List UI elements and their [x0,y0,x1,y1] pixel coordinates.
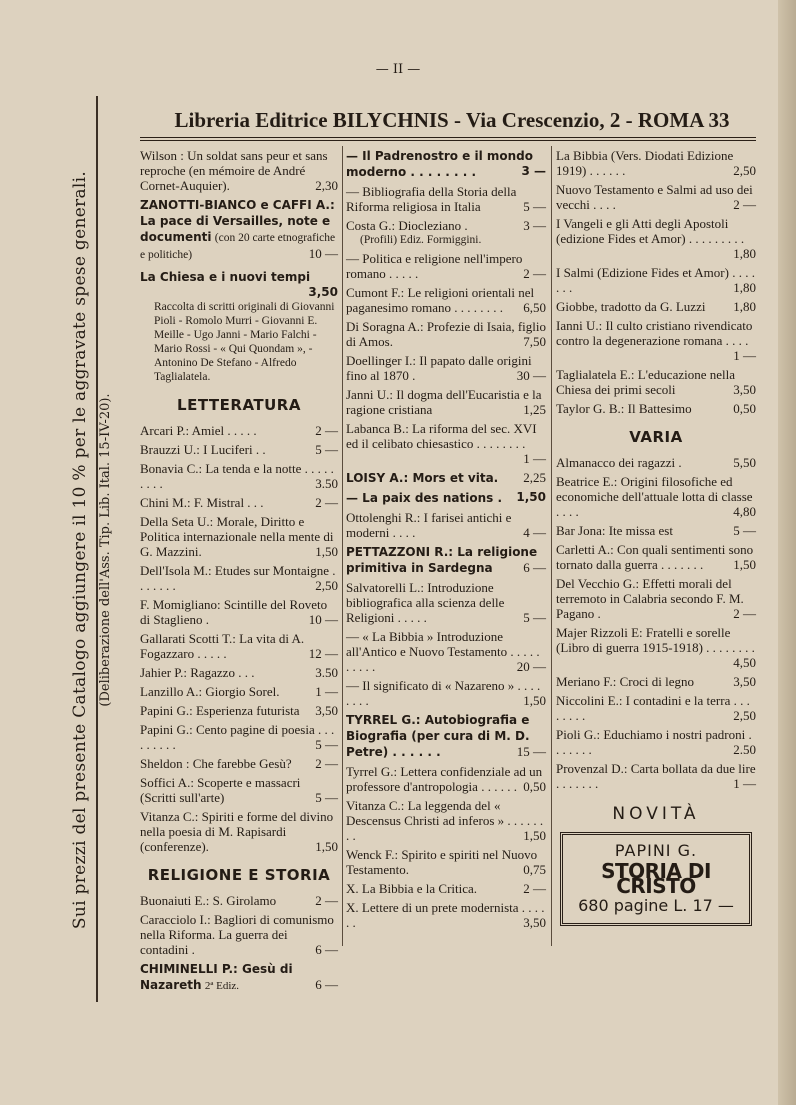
list-item: Lanzillo A.: Giorgio Sorel. 1 — [140,684,338,699]
page-edge [778,0,796,1105]
list-item: Salvatorelli L.: Introduzione bibliografica alla scienza delle Religioni . . . . . 5 — [346,580,546,625]
list-item: Sheldon : Che farebbe Gesù? 2 — [140,756,338,771]
list-item: Ianni U.: Il culto cristiano rivendicato contro la degenerazione romana . . . . 1 — [556,318,756,363]
list-item: Arcari P.: Amiel . . . . . 2 — [140,423,338,438]
side-note [70,96,132,1002]
section-title: VARIA [629,428,683,446]
list-item: X. La Bibbia e la Critica. 2 — [346,881,546,896]
list-item: F. Momigliano: Scintille del Roveto di Staglieno . 10 — [140,597,338,627]
list-item: Almanacco dei ragazzi . 5,50 [556,455,756,470]
list-item: Soffici A.: Scoperte e massacri (Scritti sull'arte) 5 — [140,775,338,805]
list-item: — Il significato di « Nazareno » . . . . . . . . 1,50 [346,678,546,708]
list-item: Majer Rizzoli E: Fratelli e sorelle (Libro di guerra 1915-1918) . . . . . . . . 4,50 [556,625,756,670]
page-header: Libreria Editrice BILYCHNIS - Via Crescenzio, 2 - ROMA 33 [174,108,730,132]
list-item: Vitanza C.: Spiriti e forme del divino nella poesia di M. Rapisardi (conferenze). 1,50 [140,809,338,854]
list-item: Taglialatela E.: L'educazione nella Chiesa dei primi secoli 3,50 [556,367,756,397]
list-item: Dell'Isola M.: Etudes sur Montaigne . . . . . . . 2,50 [140,563,338,593]
page-number: — II — [375,62,421,77]
column-divider [551,146,552,946]
list-item: — Bibliografia della Storia della Riforma religiosa in Italia 5 — [346,184,546,214]
list-item: Cumont F.: Le religioni orientali nel paganesimo romano . . . . . . . . 6,50 [346,285,546,315]
column-2 [346,148,546,934]
list-item: Vitanza C.: La leggenda del « Descensus Christi ad inferos » . . . . . . . . 1,50 [346,798,546,843]
list-item: — La paix des nations . 1,50 [346,490,546,505]
list-item: TYRREL G.: Autobiografia e Biografia (per cura di M. D. Petre) . . . . . . 15 — [346,713,546,759]
list-item: — Politica e religione nell'impero romano . . . . . 2 — [346,251,546,281]
list-item: Janni U.: Il dogma dell'Eucaristia e la ragione cristiana 1,25 [346,387,546,417]
section-title: LETTERATURA [177,396,301,414]
list-item: Giobbe, tradotto da G. Luzzi 1,80 [556,299,756,314]
list-item: I Vangeli e gli Atti degli Apostoli (edizione Fides et Amor) . . . . . . . . . 1,80 [556,216,756,261]
list-item: Tyrrel G.: Lettera confidenziale ad un professore d'antropologia . . . . . . 0,50 [346,764,546,794]
list-item: Papini G.: Esperienza futurista 3,50 [140,703,338,718]
list-item: Caracciolo I.: Bagliori di comunismo nella Riforma. La guerra dei contadini . 6 — [140,912,338,957]
list-item: Brauzzi U.: I Luciferi . . 5 — [140,442,338,457]
ad-author: PAPINI G. [614,841,698,860]
list-item: Meriano F.: Croci di legno 3,50 [556,674,756,689]
list-item: I Salmi (Edizione Fides et Amor) . . . . . . . 1,80 [556,265,756,295]
list-item: X. Lettere di un prete modernista . . . . . . 3,50 [346,900,546,930]
column-1 [140,148,338,998]
header-rule-2 [140,140,756,141]
list-item: Del Vecchio G.: Effetti morali del terremoto in Calabria secondo F. M. Pagano . 2 — [556,576,756,621]
ad-title: STORIA DI CRISTO [601,859,711,898]
novita-heading: NOVITÀ [612,804,700,824]
list-item: Jahier P.: Ragazzo . . . 3.50 [140,665,338,680]
list-item: Bar Jona: Ite missa est 5 — [556,523,756,538]
list-item: Chini M.: F. Mistral . . . 2 — [140,495,338,510]
list-item: Nuovo Testamento e Salmi ad uso dei vecchi . . . . 2 — [556,182,756,212]
list-item: LOISY A.: Mors et vita. 2,25 [346,470,546,485]
section-title: RELIGIONE E STORIA [147,866,331,884]
list-item: Ottolenghi R.: I farisei antichi e moderni . . . . 4 — [346,510,546,540]
column-3 [556,148,756,926]
list-item: Papini G.: Cento pagine di poesia . . . . . . . . . 5 — [140,722,338,752]
list-item: Provenzal D.: Carta bollata da due lire . . . . . . . 1 — [556,761,756,791]
list-item: Beatrice E.: Origini filosofiche ed economiche dell'attuale lotta di classe . . . . 4,80 [556,474,756,519]
ad-price: 680 pagine L. 17 — [578,896,734,915]
list-item: Buonaiuti E.: S. Girolamo 2 — [140,893,338,908]
list-item: — Il Padrenostro e il mondo moderno . . . . . . . . 3 — [346,149,546,179]
list-item: — « La Bibbia » Introduzione all'Antico e Nuovo Testamento . . . . . . . . . . 20 — [346,629,546,674]
list-item: Di Soragna A.: Profezie di Isaia, figlio di Amos. 7,50 [346,319,547,349]
column-divider [342,146,343,946]
list-item: Costa G.: Diocleziano . 3 — (Profili) Ediz. Formiggini. [346,218,546,246]
list-item: La Bibbia (Vers. Diodati Edizione 1919) . . . . . . 2,50 [556,148,756,178]
list-item: La Chiesa e i nuovi tempi 3,50 Raccolta di scritti originali di Giovanni Pioli - Romolo Murri - Giovanni E. Meille - Ugo Janni - Mario Falchi - Mario Rossi - « Qui Quondam », - Antonino De Stefano - Alfredo Taglialatela. [140,270,338,383]
list-item: Wilson : Un soldat sans peur et sans reproche (en mémoire de André Cornet-Auquier). 2,30 [140,148,338,193]
list-item: Wenck F.: Spirito e spiriti nel Nuovo Testamento. 0,75 [346,847,546,877]
side-note-line2: (Deliberazione dell'Ass. Tip. Lib. Ital. 15-IV-20). [98,393,113,707]
list-item: Bonavia C.: La tenda e la notte . . . . . . . . . 3.50 [140,461,338,491]
list-item: PETTAZZONI R.: La religione primitiva in Sardegna 6 — [346,545,546,575]
list-item: Gallarati Scotti T.: La vita di A. Fogazzaro . . . . . 12 — [140,631,338,661]
list-item: ZANOTTI-BIANCO e CAFFI A.: La pace di Versailles, note e documenti (con 20 carte etnografiche e politiche) 10 — [140,198,338,261]
list-item: Labanca B.: La riforma del sec. XVI ed il celibato chiesastico . . . . . . . . 1 — [346,421,546,466]
list-item: Niccolini E.: I contadini e la terra . . . . . . . . 2,50 [556,693,756,723]
header-rule [140,137,756,138]
advertisement-box [560,832,752,926]
list-item: CHIMINELLI P.: Gesù di Nazareth 2ª Ediz. 6 — [140,962,338,992]
list-item: Taylor G. B.: Il Battesimo 0,50 [556,401,756,416]
list-item: Doellinger I.: Il papato dalle origini fino al 1870 . 30 — [346,353,546,383]
list-item: Della Seta U.: Morale, Diritto e Politica internazionale nella mente di G. Mazzini. 1,50 [140,514,338,559]
list-item: Carletti A.: Con quali sentimenti sono tornato dalla guerra . . . . . . . 1,50 [556,542,756,572]
list-item: Pioli G.: Educhiamo i nostri padroni . . . . . . . 2.50 [556,727,756,757]
side-note-line1: Sui prezzi del presente Catalogo aggiungere il 10 % per le aggravate spese generali. [70,163,90,937]
